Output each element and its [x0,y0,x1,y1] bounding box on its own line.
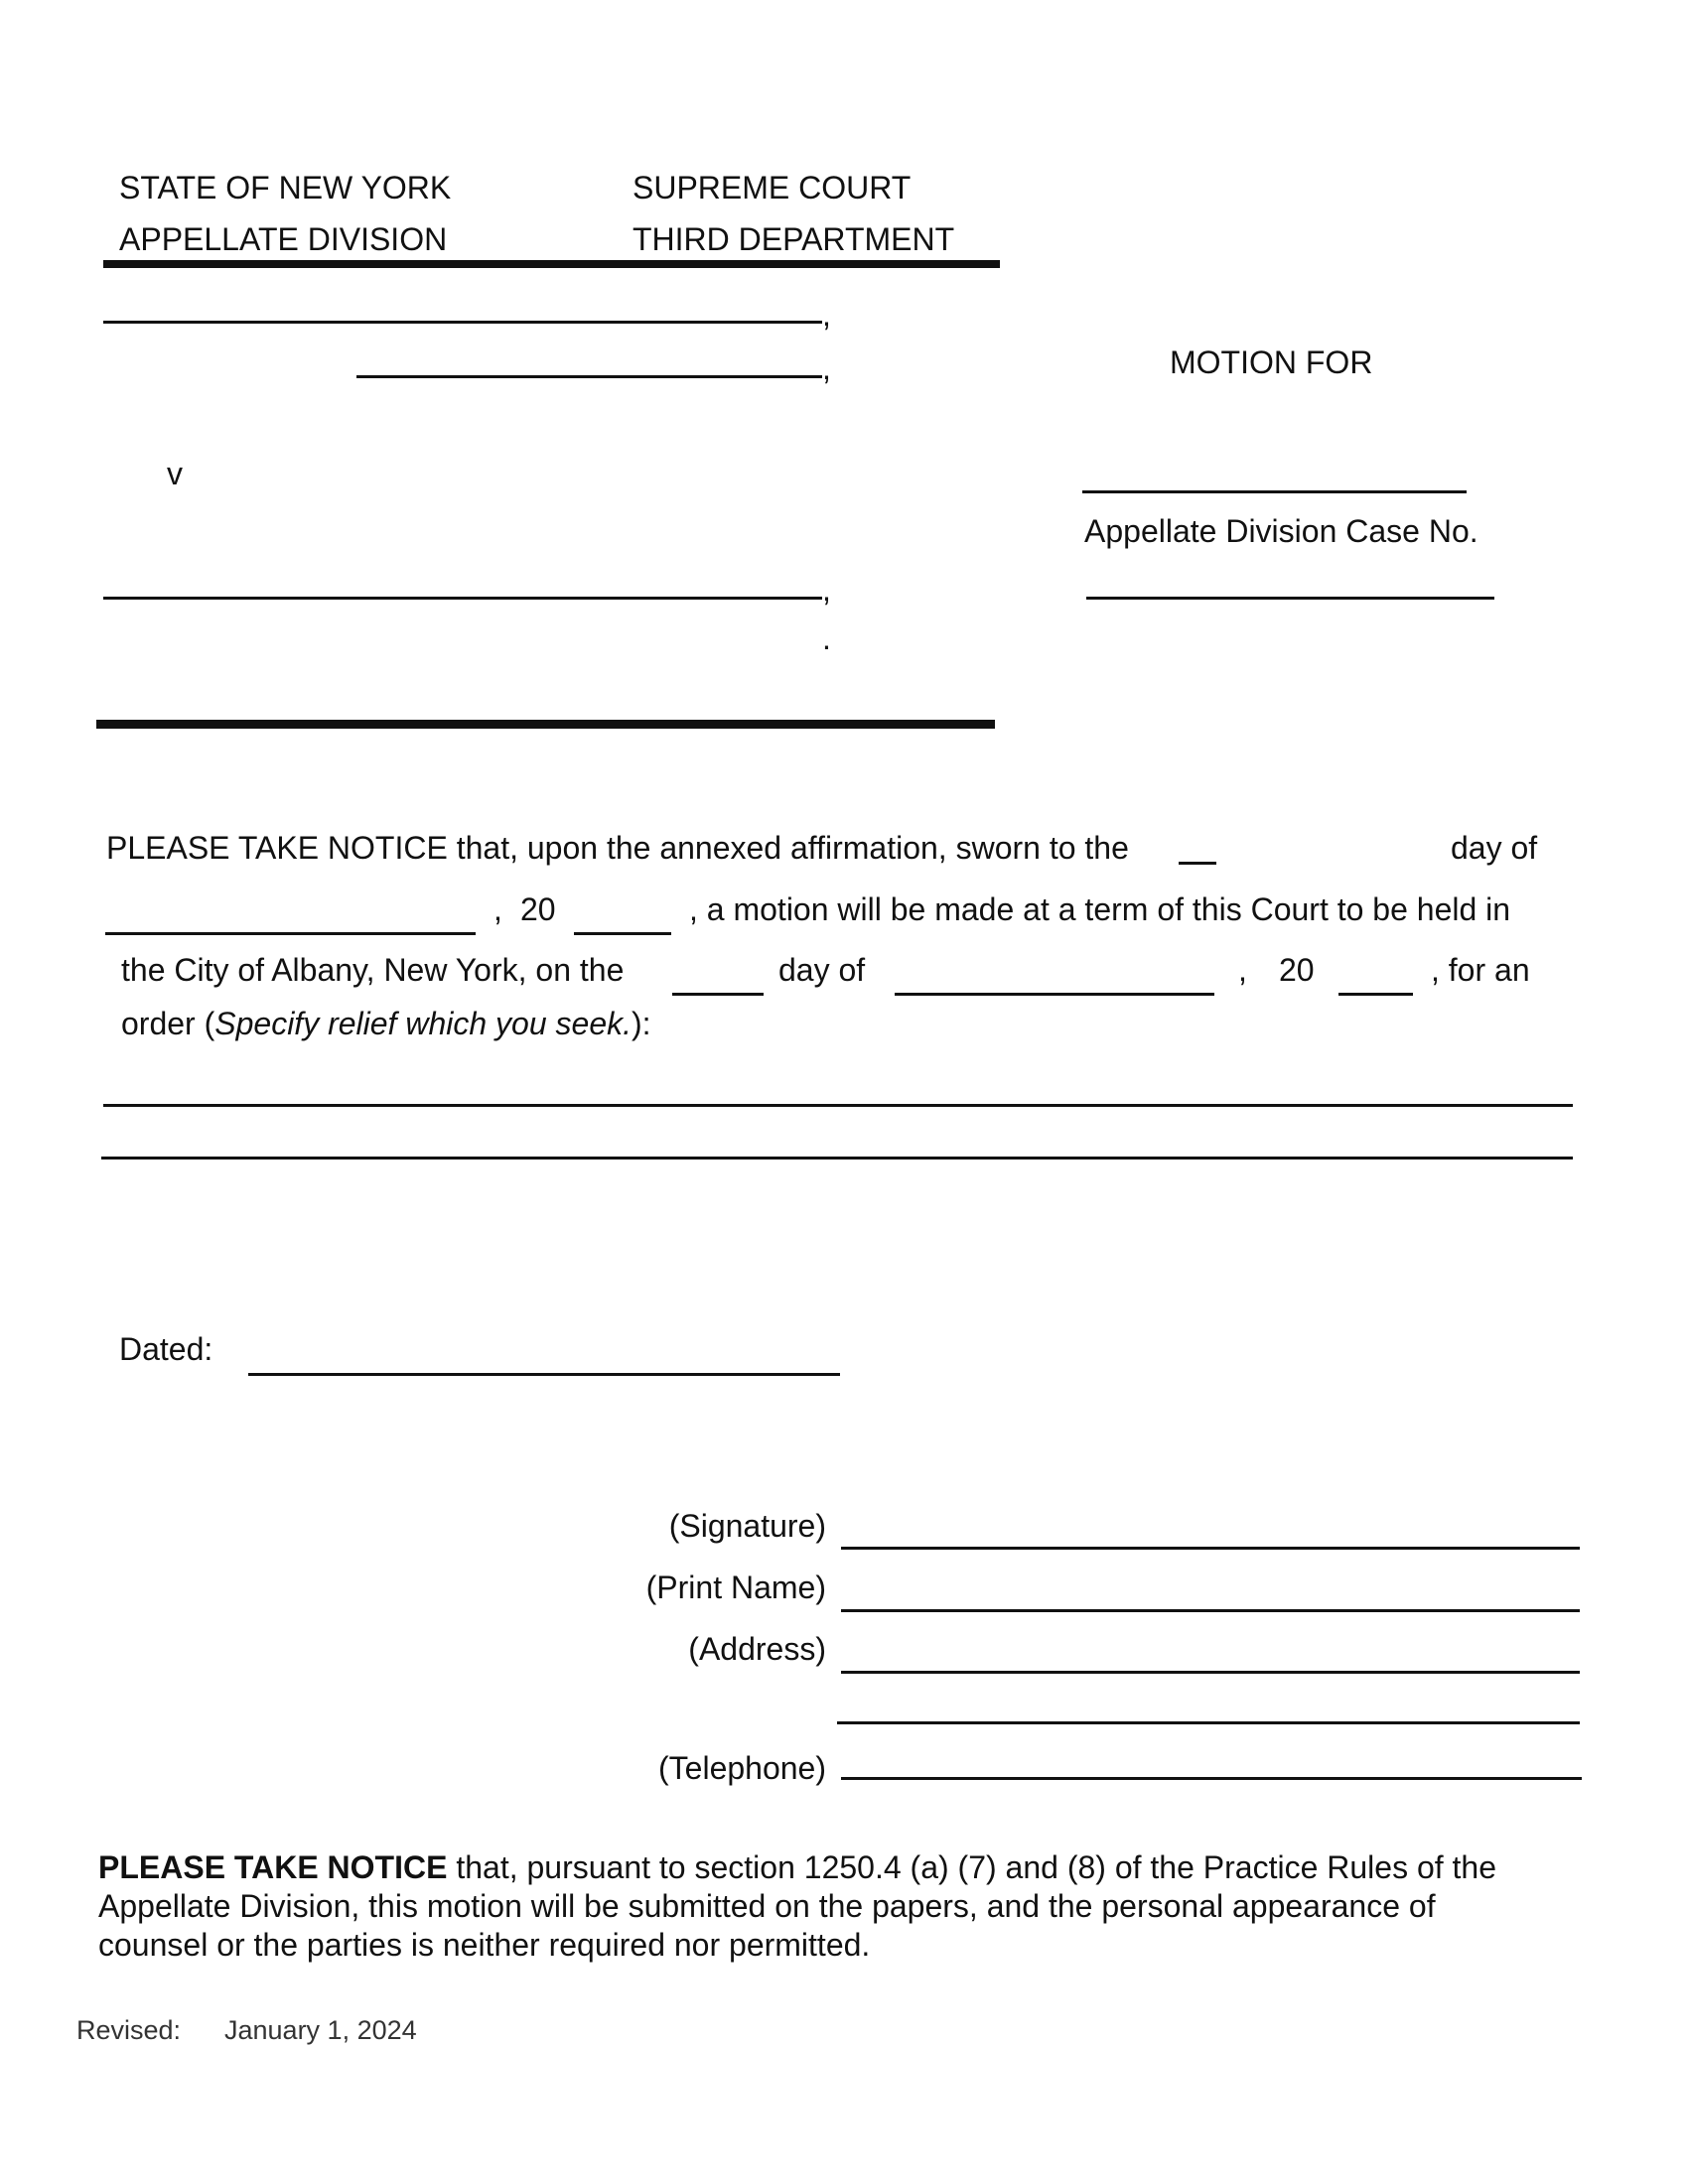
notice-line3-dayof: day of [778,952,866,988]
state-label: STATE OF NEW YORK [119,170,452,205]
division-label: APPELLATE DIVISION [119,221,448,257]
notice-line3-foran: , for an [1431,952,1530,988]
relief-line-2[interactable] [101,1157,1573,1160]
dated-label: Dated: [119,1331,213,1367]
notice-line3-century: 20 [1279,952,1315,988]
notice-line4-close: ): [632,1006,651,1041]
sworn-year-blank[interactable] [574,932,671,935]
party-period: . [822,620,831,656]
hearing-day-blank[interactable] [672,993,764,996]
case-no-label: Appellate Division Case No. [1084,513,1478,549]
caption-top-rule [103,260,1000,268]
relief-instruction: Specify relief which you seek. [214,1006,632,1041]
notice-line4-open: order ( [121,1006,215,1041]
submission-notice-heading: PLEASE TAKE NOTICE [98,1849,448,1885]
print-name-line[interactable] [841,1609,1580,1612]
signature-label: (Signature) [668,1508,826,1544]
telephone-line[interactable] [841,1777,1582,1780]
print-name-label: (Print Name) [645,1570,826,1605]
hearing-year-blank[interactable] [1338,993,1413,996]
notice-line2-century: 20 [520,891,556,927]
notice-line2-text: , a motion will be made at a term of this Court to be held in [689,891,1511,927]
caption-bottom-rule [96,720,995,729]
signature-line[interactable] [841,1547,1580,1550]
sworn-day-blank[interactable] [1179,862,1216,865]
notice-line2-comma: , [493,891,502,927]
notice-line3-comma: , [1238,952,1247,988]
submission-notice-body: that, pursuant to section 1250.4 (a) (7) and (8) of the Practice Rules of the Appellate Division, this motion will be submitted on the papers, and the personal appearance of counsel or the parties is neither required nor permitted. [98,1849,1497,1963]
party-comma-1: , [822,297,831,333]
dated-line[interactable] [248,1373,840,1376]
party-line-1[interactable] [103,321,822,324]
relief-line-1[interactable] [103,1104,1573,1107]
party-line-2[interactable] [103,597,822,600]
sworn-month-blank[interactable] [105,932,476,935]
notice-line1-text: PLEASE TAKE NOTICE that, upon the annexed affirmation, sworn to the [106,830,1129,866]
party-comma-3: , [822,572,831,608]
motion-type-line[interactable] [1082,490,1467,493]
notice-line4 [121,1005,651,1042]
hearing-month-blank[interactable] [895,993,1214,996]
revised-label: Revised: [76,2015,182,2045]
versus-label: v [167,456,183,491]
revised-date: January 1, 2024 [224,2015,417,2045]
telephone-label: (Telephone) [658,1750,826,1786]
court-label: SUPREME COURT [633,170,912,205]
department-label: THIRD DEPARTMENT [633,221,955,257]
notice-line3-text: the City of Albany, New York, on the [121,952,625,988]
case-no-line[interactable] [1086,597,1494,600]
address-label: (Address) [688,1631,826,1667]
address-line-1[interactable] [841,1671,1580,1674]
submission-notice [98,1848,1538,1965]
party-comma-2: , [822,350,831,386]
motion-for-title: MOTION FOR [1170,344,1373,380]
address-line-2[interactable] [837,1721,1580,1724]
party-role-line-1[interactable] [356,375,822,378]
notice-line1-dayof: day of [1451,830,1538,866]
